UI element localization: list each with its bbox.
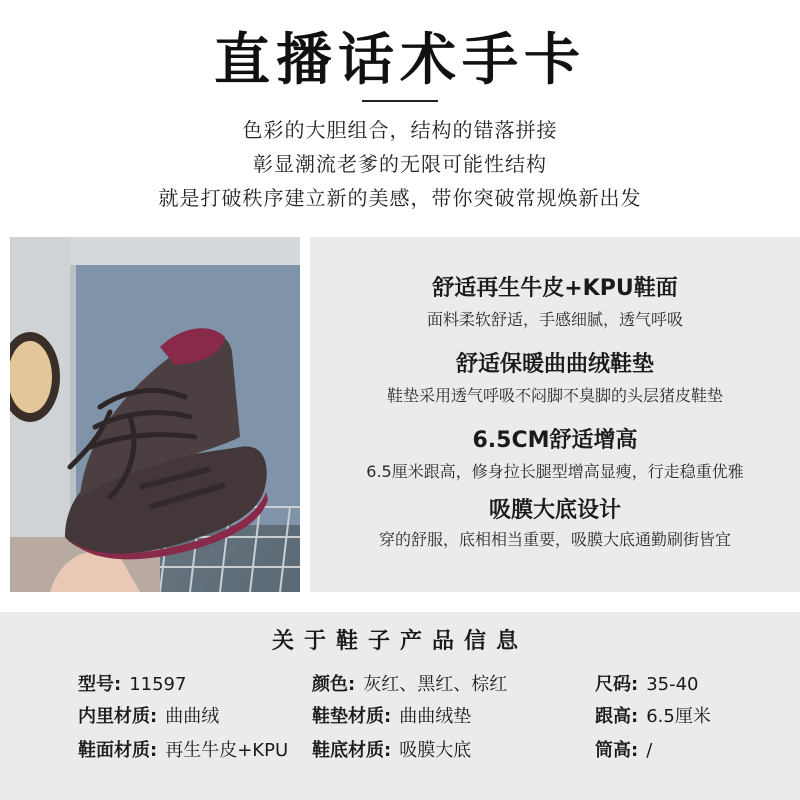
feature-title: 6.5CM舒适增高 (472, 428, 638, 453)
feature-title: 吸膜大底设计 (488, 498, 621, 523)
slogan-line-2: 彰显潮流老爹的无限可能性结构 (253, 152, 547, 176)
spec-value: 曲曲绒垫 (399, 706, 472, 727)
page-title: 直播话术手卡 (214, 28, 586, 93)
product-info-section (0, 612, 800, 800)
spec-heel (595, 702, 711, 728)
spec-label: 尺码: (595, 674, 639, 695)
spec-insole (312, 702, 471, 728)
slogan-line-1: 色彩的大胆组合，结构的错落拼接 (242, 118, 558, 142)
product-photo (10, 237, 300, 592)
spec-value: 11597 (129, 674, 187, 695)
spec-label: 内里材质: (78, 706, 158, 727)
spec-size (595, 670, 699, 696)
sneaker-illustration (10, 237, 300, 592)
spec-label: 型号: (78, 674, 122, 695)
spec-label: 跟高: (595, 706, 639, 727)
header (0, 0, 800, 232)
product-info-title: 关于鞋子产品信息 (271, 629, 528, 654)
spec-label: 颜色: (312, 674, 356, 695)
feature-panel (310, 237, 800, 592)
spec-label: 鞋垫材质: (312, 706, 392, 727)
spec-value: 曲曲绒 (165, 706, 220, 727)
spec-model (78, 670, 186, 696)
spec-color (312, 670, 507, 696)
spec-value: 再生牛皮+KPU (165, 740, 289, 761)
spec-value: 灰红、黑红、棕红 (363, 674, 508, 695)
feature-desc: 鞋垫采用透气呼吸不闷脚不臭脚的头层猪皮鞋垫 (386, 386, 723, 405)
feature-desc: 穿的舒服，底相相当重要，吸膜大底通勤刷街皆宜 (378, 530, 731, 549)
feature-title: 舒适保暖曲曲绒鞋垫 (455, 352, 654, 377)
spec-label: 鞋面材质: (78, 740, 158, 761)
feature-desc: 6.5厘米跟高，修身拉长腿型增高显瘦，行走稳重优雅 (366, 462, 744, 481)
spec-value: / (646, 740, 653, 761)
slogan-line-3: 就是打破秩序建立新的美感，带你突破常规焕新出发 (158, 186, 642, 210)
spec-lining (78, 702, 219, 728)
feature-title: 舒适再生牛皮+KPU鞋面 (432, 276, 678, 301)
spec-upper (78, 736, 288, 762)
feature-desc: 面料柔软舒适，手感细腻，透气呼吸 (426, 310, 683, 329)
spec-label: 鞋底材质: (312, 740, 392, 761)
title-underline (362, 100, 438, 102)
spec-sole (312, 736, 471, 762)
spec-label: 筒高: (595, 740, 639, 761)
spec-value: 35-40 (646, 674, 699, 695)
spec-value: 6.5厘米 (646, 706, 711, 727)
spec-value: 吸膜大底 (399, 740, 472, 761)
spec-shaft (595, 736, 652, 762)
